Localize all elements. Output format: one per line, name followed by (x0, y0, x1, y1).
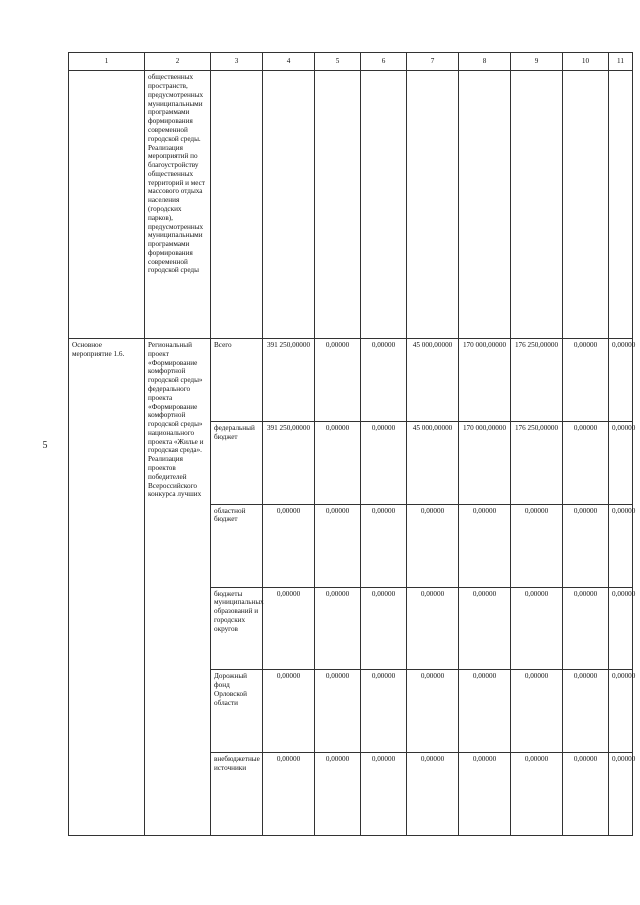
empty-cell (609, 71, 633, 339)
column-number: 5 (315, 53, 361, 71)
value-cell: 0,00000 (315, 670, 361, 753)
column-number: 7 (407, 53, 459, 71)
value-cell: 391 250,00000 (263, 421, 315, 504)
budget-table (68, 52, 636, 836)
value-cell: 0,00000 (263, 670, 315, 753)
value-cell: 0,00000 (407, 753, 459, 836)
event-name: Основное мероприятие 1.6. (69, 339, 145, 836)
column-number: 4 (263, 53, 315, 71)
column-number-row (69, 53, 633, 71)
value-cell: 0,00000 (407, 670, 459, 753)
value-cell: 0,00000 (407, 587, 459, 670)
funding-source: областной бюджет (211, 504, 263, 587)
value-cell: 0,00000 (361, 587, 407, 670)
continued-text: общественных пространств, предусмотренных муниципальными программами формирования современной городской среды. Реализация мероприятий по благоустройству общественных территорий и мест массового отдыха населения (городских парков), предусмотренных муниципальными программами формирования современной городской среды (145, 71, 211, 339)
value-cell: 0,00000 (263, 587, 315, 670)
value-cell: 0,00000 (361, 421, 407, 504)
value-cell: 0,00000 (563, 753, 609, 836)
value-cell: 0,00000 (563, 504, 609, 587)
column-number: 8 (459, 53, 511, 71)
column-number: 1 (69, 53, 145, 71)
column-number: 11 (609, 53, 633, 71)
value-cell: 0,00000 (609, 504, 633, 587)
value-cell: 0,00000 (511, 504, 563, 587)
column-number: 10 (563, 53, 609, 71)
column-number: 9 (511, 53, 563, 71)
value-cell: 0,00000 (563, 421, 609, 504)
value-cell: 0,00000 (361, 339, 407, 422)
table-row (69, 339, 633, 422)
value-cell: 0,00000 (609, 670, 633, 753)
value-cell: 0,00000 (315, 421, 361, 504)
value-cell: 0,00000 (609, 753, 633, 836)
empty-cell (407, 71, 459, 339)
value-cell: 0,00000 (563, 670, 609, 753)
funding-source: Дорожный фонд Орловской области (211, 670, 263, 753)
funding-source: федеральный бюджет (211, 421, 263, 504)
value-cell: 0,00000 (511, 587, 563, 670)
value-cell: 0,00000 (361, 504, 407, 587)
funding-source: бюджеты муниципальных образований и городских округов (211, 587, 263, 670)
event-description: Региональный проект «Формирование комфортной городской среды» федерального проекта «Формирование комфортной городской среды» национального проекта «Жилье и городская среда». Реализация проектов победителей Всероссийского конкурса лучших (145, 339, 211, 836)
continued-row (69, 71, 633, 339)
empty-cell (511, 71, 563, 339)
value-cell: 0,00000 (459, 504, 511, 587)
value-cell: 0,00000 (407, 504, 459, 587)
value-cell: 0,00000 (563, 339, 609, 422)
value-cell: 0,00000 (511, 753, 563, 836)
value-cell: 45 000,00000 (407, 421, 459, 504)
value-cell: 0,00000 (315, 339, 361, 422)
empty-cell (69, 71, 145, 339)
value-cell: 0,00000 (563, 587, 609, 670)
empty-cell (263, 71, 315, 339)
value-cell: 176 250,00000 (511, 421, 563, 504)
value-cell: 0,00000 (263, 753, 315, 836)
empty-cell (563, 71, 609, 339)
value-cell: 176 250,00000 (511, 339, 563, 422)
value-cell: 0,00000 (609, 421, 633, 504)
value-cell: 170 000,00000 (459, 421, 511, 504)
column-number: 3 (211, 53, 263, 71)
value-cell: 0,00000 (609, 339, 633, 422)
value-cell: 0,00000 (459, 753, 511, 836)
empty-cell (315, 71, 361, 339)
value-cell: 0,00000 (361, 753, 407, 836)
value-cell: 0,00000 (459, 587, 511, 670)
column-number: 2 (145, 53, 211, 71)
value-cell: 0,00000 (315, 753, 361, 836)
value-cell: 0,00000 (459, 670, 511, 753)
value-cell: 0,00000 (315, 587, 361, 670)
funding-source: Всего (211, 339, 263, 422)
empty-cell (361, 71, 407, 339)
empty-cell (459, 71, 511, 339)
value-cell: 45 000,00000 (407, 339, 459, 422)
value-cell: 0,00000 (263, 504, 315, 587)
funding-source: внебюджетные источники (211, 753, 263, 836)
empty-cell (211, 71, 263, 339)
page-number: 5 (42, 440, 48, 451)
value-cell: 170 000,00000 (459, 339, 511, 422)
column-number: 6 (361, 53, 407, 71)
value-cell: 0,00000 (609, 587, 633, 670)
value-cell: 391 250,00000 (263, 339, 315, 422)
value-cell: 0,00000 (511, 670, 563, 753)
value-cell: 0,00000 (315, 504, 361, 587)
value-cell: 0,00000 (361, 670, 407, 753)
